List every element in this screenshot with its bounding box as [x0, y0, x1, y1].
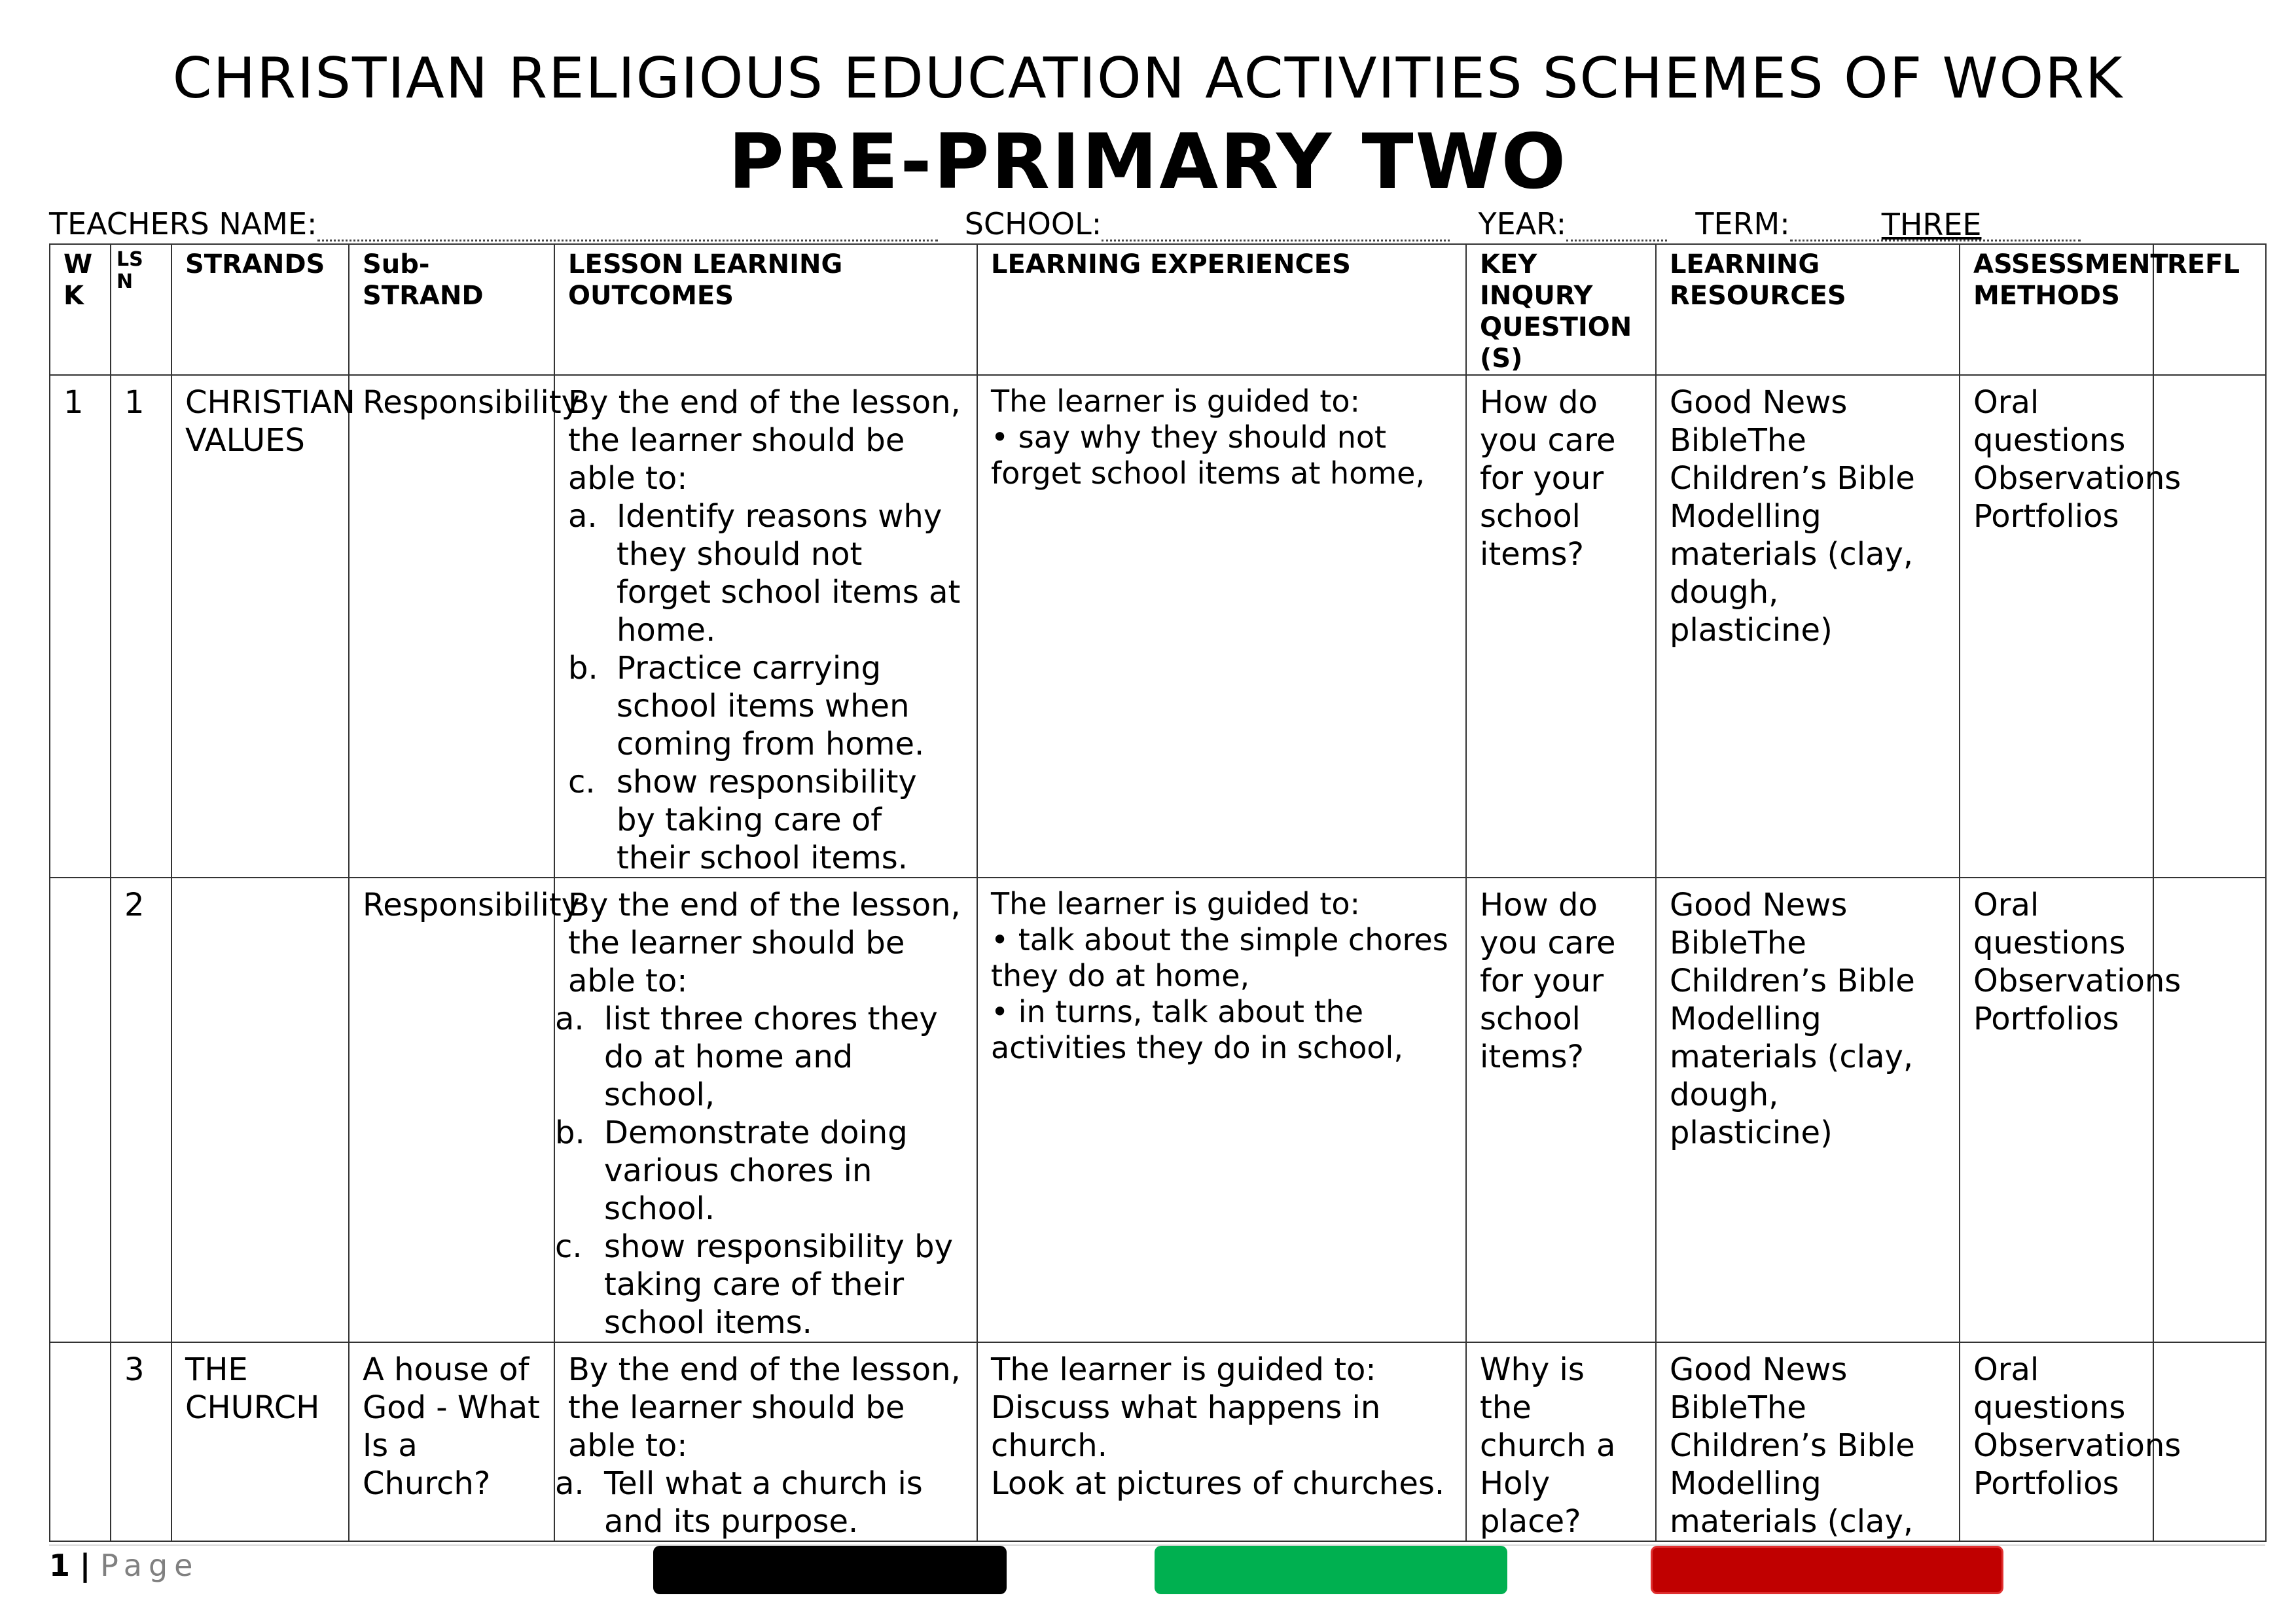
year-field[interactable]	[1566, 213, 1667, 241]
outcome-item	[568, 497, 963, 649]
outcome-text: list three chores they do at home and school,	[604, 1001, 938, 1113]
table-row	[50, 375, 2266, 878]
reflection-cell[interactable]	[2153, 375, 2266, 878]
page-number-value: 1	[49, 1548, 71, 1583]
header-cell: Sub-STRAND	[349, 244, 554, 375]
table-header-row	[50, 244, 2266, 375]
resources-cell: Good News BibleThe Children’s Bible Modelling materials (clay, dough, plasticine)	[1656, 878, 1960, 1342]
lesson-cell: 3	[111, 1342, 171, 1541]
outcome-item	[555, 1228, 963, 1342]
experience-item: Look at pictures of churches.	[991, 1465, 1445, 1502]
experience-item: Discuss what happens in church.	[991, 1389, 1381, 1464]
school-field[interactable]	[1102, 213, 1450, 241]
term-label: TERM:	[1695, 206, 1790, 241]
header-cell: REFL	[2153, 244, 2266, 375]
header-cell: LESSON LEARNING OUTCOMES	[554, 244, 977, 375]
outcome-item	[555, 1000, 963, 1114]
resources-cell: Good News BibleThe Children’s Bible Modelling materials (clay, dough, plasticine)	[1656, 375, 1960, 878]
outcome-text: Demonstrate doing various chores in school.	[604, 1115, 908, 1227]
page-separator: |	[79, 1548, 91, 1583]
outcome-marker: a.	[568, 498, 598, 535]
header-cell: KEY INQURY QUESTION (S)	[1466, 244, 1656, 375]
outcome-text: Practice carrying school items when coming from home.	[617, 650, 925, 762]
footer-color-bar-red	[1651, 1546, 2003, 1594]
school-label: SCHOOL:	[964, 206, 1102, 241]
question-cell: How do you care for your school items?	[1466, 878, 1656, 1342]
page-label: Page	[100, 1548, 200, 1583]
table-row	[50, 878, 2266, 1342]
strand-cell: CHRISTIAN VALUES	[171, 375, 349, 878]
outcomes-cell	[554, 1342, 977, 1541]
lesson-cell: 1	[111, 375, 171, 878]
teacher-name-label: TEACHERS NAME:	[49, 206, 317, 241]
substrand-cell: A house of God - What Is a Church?	[349, 1342, 554, 1541]
outcome-item	[568, 649, 963, 763]
header-cell: LEARNING EXPERIENCES	[977, 244, 1466, 375]
substrand-cell: Responsibility	[349, 878, 554, 1342]
header-cell: STRANDS	[171, 244, 349, 375]
document-subtitle: PRE-PRIMARY TWO	[728, 118, 1568, 206]
outcome-marker: c.	[568, 764, 596, 800]
outcome-item	[555, 1465, 963, 1541]
teacher-info-line	[49, 206, 2081, 241]
page-number	[49, 1548, 199, 1583]
outcome-text: show responsibility by taking care of their school items.	[604, 1228, 953, 1341]
lesson-cell: 2	[111, 878, 171, 1342]
outcome-text: Identify reasons why they should not forget school items at home.	[617, 498, 961, 649]
year-label: YEAR:	[1478, 206, 1567, 241]
experience-item: • in turns, talk about the activities they do in school,	[991, 994, 1403, 1065]
term-value: THREE	[1881, 207, 1982, 242]
outcomes-intro: By the end of the lesson, the learner should be able to:	[568, 1351, 961, 1464]
resources-cell: Good News BibleThe Children’s Bible Modelling materials (clay,	[1656, 1342, 1960, 1541]
reflection-cell[interactable]	[2153, 878, 2266, 1342]
experiences-cell	[977, 878, 1466, 1342]
question-cell: Why is the church a Holy place?	[1466, 1342, 1656, 1541]
experiences-intro: The learner is guided to:	[991, 383, 1361, 419]
substrand-cell: Responsibility	[349, 375, 554, 878]
week-cell	[50, 878, 111, 1342]
outcome-marker: c.	[555, 1228, 583, 1265]
strand-cell: THE CHURCH	[171, 1342, 349, 1541]
teacher-name-field[interactable]	[317, 213, 938, 241]
experiences-cell	[977, 375, 1466, 878]
outcome-text: show responsibility by taking care of their school items.	[617, 764, 917, 876]
assessment-cell: Oral questions Observations Portfolios	[1960, 375, 2153, 878]
assessment-cell: Oral questions Observations Portfolios	[1960, 1342, 2153, 1541]
outcome-marker: a.	[555, 1001, 584, 1037]
footer-color-bar-black	[653, 1546, 1007, 1594]
outcome-item	[555, 1114, 963, 1228]
outcome-marker: b.	[568, 650, 598, 687]
experiences-cell	[977, 1342, 1466, 1541]
experience-item: • talk about the simple chores they do at home,	[991, 922, 1448, 993]
header-cell: ASSESSMENT METHODS	[1960, 244, 2153, 375]
footer-color-bar-green	[1155, 1546, 1507, 1594]
header-cell: LEARNING RESOURCES	[1656, 244, 1960, 375]
assessment-cell: Oral questions Observations Portfolios	[1960, 878, 2153, 1342]
outcome-marker: a.	[555, 1465, 584, 1502]
outcomes-intro: By the end of the lesson, the learner should be able to:	[568, 384, 961, 497]
schemes-of-work-table	[49, 243, 2267, 1542]
experience-item: • say why they should not forget school items at home,	[991, 419, 1426, 491]
outcome-item	[568, 763, 963, 877]
outcomes-intro: By the end of the lesson, the learner should be able to:	[568, 887, 961, 999]
term-field[interactable]	[1790, 207, 2081, 242]
question-cell: How do you care for your school items?	[1466, 375, 1656, 878]
outcomes-cell	[554, 375, 977, 878]
experiences-intro: The learner is guided to:	[991, 886, 1361, 921]
document-title: CHRISTIAN RELIGIOUS EDUCATION ACTIVITIES SCHEMES OF WORK	[172, 46, 2124, 111]
outcome-text: Tell what a church is and its purpose.	[604, 1465, 923, 1540]
table-row	[50, 1342, 2266, 1541]
header-cell: LS N	[111, 244, 171, 375]
header-cell: W K	[50, 244, 111, 375]
week-cell: 1	[50, 375, 111, 878]
outcome-marker: b.	[555, 1115, 585, 1151]
strand-cell	[171, 878, 349, 1342]
week-cell	[50, 1342, 111, 1541]
experiences-intro: The learner is guided to:	[991, 1351, 1376, 1388]
outcomes-cell	[554, 878, 977, 1342]
